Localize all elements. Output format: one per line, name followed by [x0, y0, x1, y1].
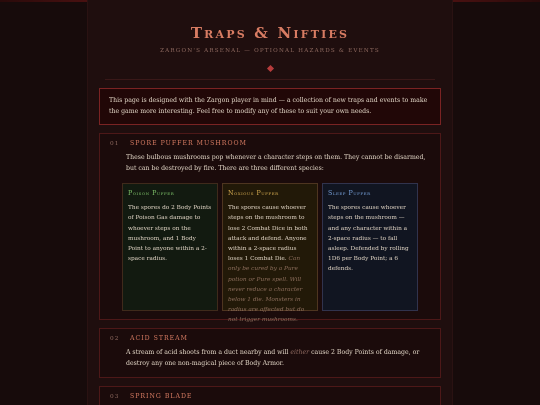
card-sleep-puffer: [322, 183, 418, 311]
page-header: [88, 0, 452, 71]
page-column: [88, 0, 452, 405]
section-heading: [110, 140, 430, 147]
card-title: Noxious Puffer: [228, 190, 279, 197]
page-title: Traps & Nifties: [190, 24, 350, 42]
intro-box: [99, 88, 441, 125]
card-title: Poison Puffer: [128, 190, 175, 197]
section-spring-blade: [99, 386, 441, 405]
section-title: ACID STREAM: [130, 335, 188, 342]
section-number: 03: [110, 393, 120, 400]
card-title: Sleep Puffer: [328, 190, 371, 197]
puffer-cards: [122, 183, 430, 324]
section-title: SPRING BLADE: [130, 393, 193, 400]
diamond-ornament-icon: [266, 65, 273, 72]
section-body-end: cause 2 Body Points of damage, or destroy any one non-magical piece of Body Armor.: [126, 349, 420, 367]
section-heading: [110, 335, 430, 342]
intro-text: This page is designed with the Zargon player in mind — a collection of new traps and events to make the game more interesting. Feel free to modify any of these to suit your own needs.: [109, 97, 428, 115]
section-body-emphasis: either: [290, 349, 310, 356]
card-poison-puffer: [122, 183, 218, 311]
card-noxious-puffer: [222, 183, 318, 324]
card-text: The spores cause whoever steps on the mushroom — and any character within a 2-space radius — to fall asleep. Defended by rolling 1D6 per Body Point; a 6 defends.: [328, 205, 409, 273]
section-body: These bulbous mushrooms pop whenever a character steps on them. They cannot be disarmed, but can be destroyed by fire. There are three different species:: [126, 154, 426, 172]
section-spore-puffer: [99, 133, 441, 324]
page-subtitle: ZARGON'S ARSENAL — OPTIONAL HAZARDS & EVENTS: [160, 48, 380, 54]
section-number: 02: [110, 335, 120, 342]
section-body-start: A stream of acid shoots from a duct nearby and will: [126, 349, 291, 356]
card-text: The spores do 2 Body Points of Poison Gas damage to whoever steps on the mushroom, and 1 Body Point to anyone within a 2-space radius.: [128, 205, 212, 263]
section-title: SPORE PUFFER MUSHROOM: [130, 140, 247, 147]
card-note: Can only be cured by a Pure potion or Pure spell. Will never reduce a character below 1 die. Monsters in radius are affected but do not trigger mushrooms.: [228, 256, 305, 324]
section-body: [126, 348, 430, 369]
section-heading: [110, 393, 430, 400]
header-divider: [105, 79, 435, 80]
section-acid-stream: [99, 328, 441, 378]
card-text: The spores cause whoever steps on the mushroom to lose 2 Combat Dice in both attack and defend. Anyone within a 2-space radius loses 1 Combat Die.: [228, 205, 308, 263]
section-number: 01: [110, 140, 120, 147]
